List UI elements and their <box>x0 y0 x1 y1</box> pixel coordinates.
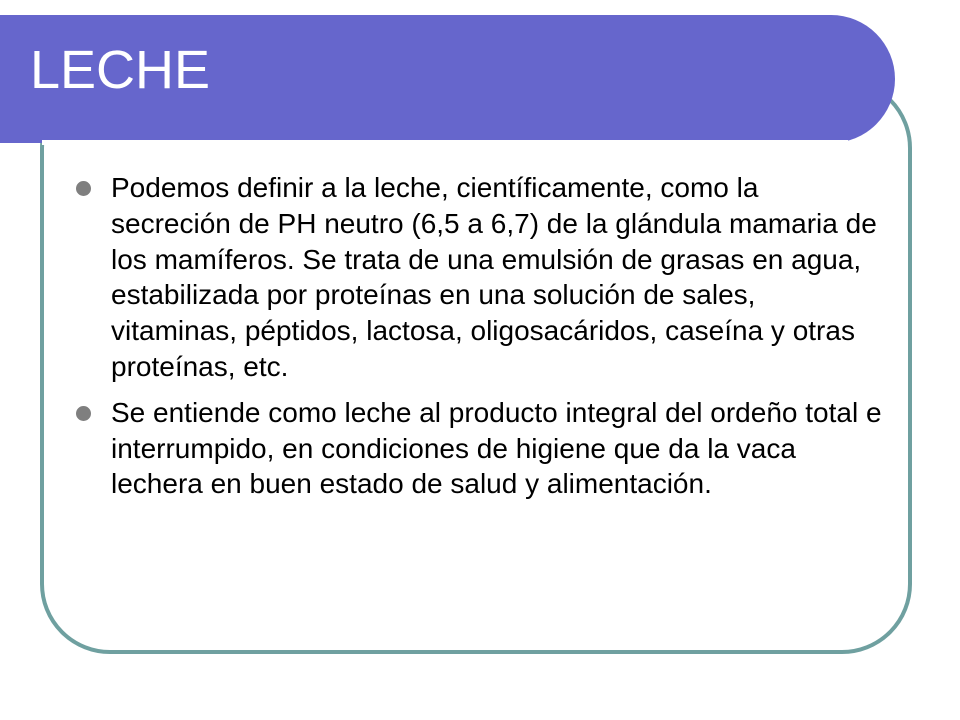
bullet-text: Se entiende como leche al producto integral del ordeño total e interrumpido, en condiciones de higiene que da la vaca lechera en buen estado de salud y alimentación. <box>111 396 882 500</box>
bullet-item <box>76 395 886 502</box>
title-underline <box>42 140 848 145</box>
bullet-dot-icon <box>76 181 91 196</box>
bullet-list <box>76 170 886 502</box>
bullet-dot-icon <box>76 406 91 421</box>
slide-title: LECHE <box>30 40 211 100</box>
bullet-item <box>76 170 886 385</box>
bullet-text: Podemos definir a la leche, científicamente, como la secreción de PH neutro (6,5 a 6,7) de la glándula mamaria de los mamíferos. Se trata de una emulsión de grasas en agua, estabilizada por proteínas en una solución de sales, vitaminas, péptidos, lactosa, oligosacáridos, caseína y otras proteínas, etc. <box>111 172 877 382</box>
